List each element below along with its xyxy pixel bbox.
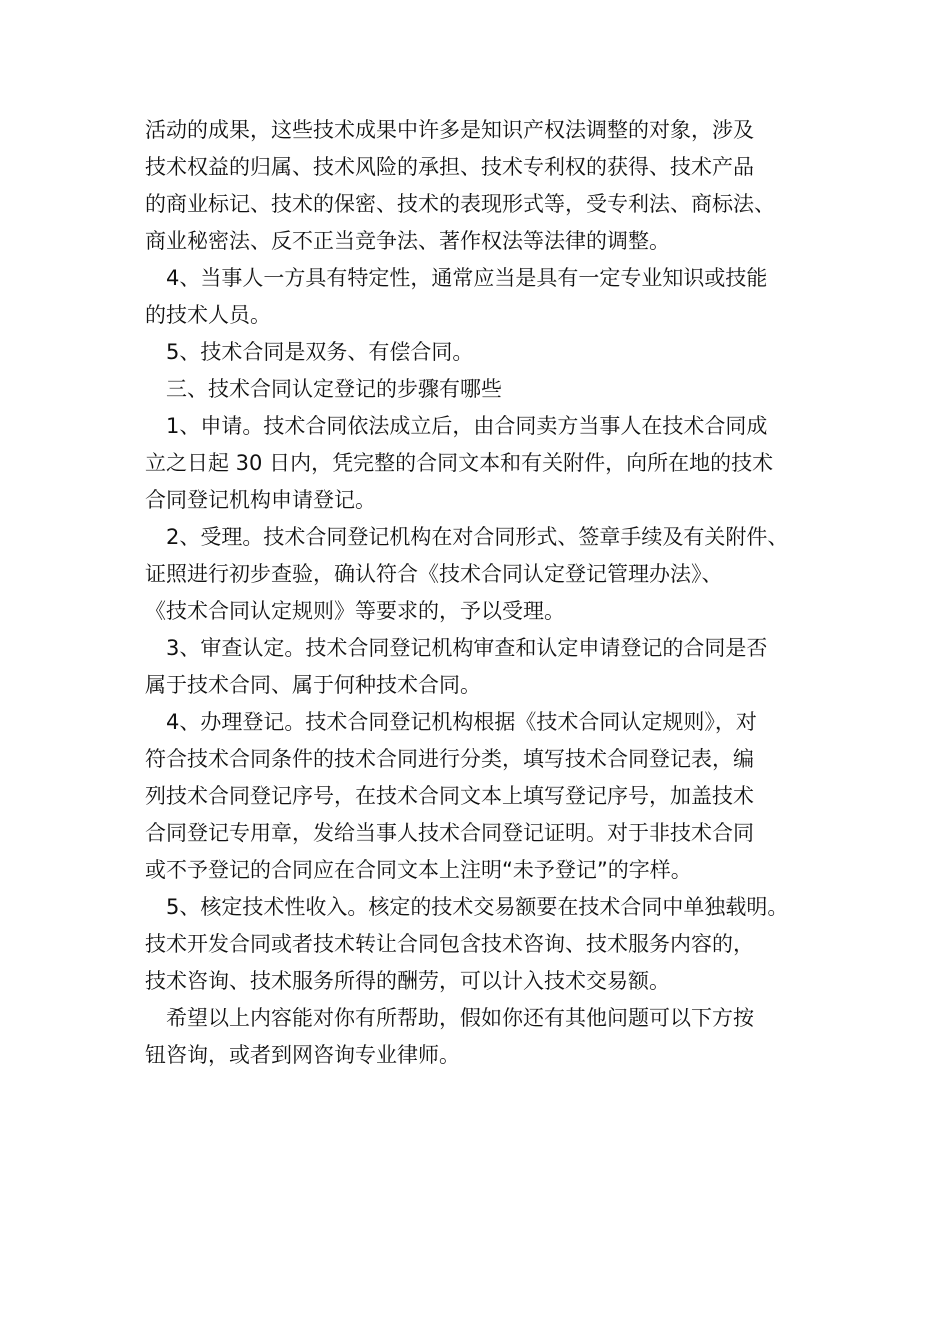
text-line: 4、当事人一方具有特定性，通常应当是具有一定专业知识或技能 bbox=[166, 266, 768, 290]
text-line: 符合技术合同条件的技术合同进行分类，填写技术合同登记表，编 bbox=[145, 747, 754, 771]
text-line: 希望以上内容能对你有所帮助，假如你还有其他问题可以下方按 bbox=[166, 1006, 754, 1030]
text-line: 合同登记机构申请登记。 bbox=[145, 488, 376, 512]
text-line: 1、申请。技术合同依法成立后，由合同卖方当事人在技术合同成 bbox=[166, 414, 768, 438]
text-line: 属于技术合同、属于何种技术合同。 bbox=[145, 673, 481, 697]
text-line: 技术咨询、技术服务所得的酬劳，可以计入技术交易额。 bbox=[145, 969, 670, 993]
text-line: 活动的成果，这些技术成果中许多是知识产权法调整的对象，涉及 bbox=[145, 118, 754, 142]
text-line: 或不予登记的合同应在合同文本上注明“未予登记”的字样。 bbox=[145, 858, 692, 882]
text-line: 列技术合同登记序号，在技术合同文本上填写登记序号，加盖技术 bbox=[145, 784, 754, 808]
text-line: 3、审查认定。技术合同登记机构审查和认定申请登记的合同是否 bbox=[166, 636, 768, 660]
text-line: 的技术人员。 bbox=[145, 303, 271, 327]
text-line: 《技术合同认定规则》等要求的，予以受理。 bbox=[145, 599, 565, 623]
text-line: 立之日起 30 日内，凭完整的合同文本和有关附件，向所在地的技术 bbox=[145, 451, 774, 475]
text-line: 合同登记专用章，发给当事人技术合同登记证明。对于非技术合同 bbox=[145, 821, 754, 845]
text-line: 5、核定技术性收入。核定的技术交易额要在技术合同中单独载明。 bbox=[166, 895, 789, 919]
text-line: 证照进行初步查验，确认符合《技术合同认定登记管理办法》、 bbox=[145, 562, 723, 586]
document-body bbox=[145, 112, 835, 1074]
text-line: 的商业标记、技术的保密、技术的表现形式等，受专利法、商标法、 bbox=[145, 192, 775, 216]
text-line: 2、受理。技术合同登记机构在对合同形式、签章手续及有关附件、 bbox=[166, 525, 789, 549]
text-line: 商业秘密法、反不正当竞争法、著作权法等法律的调整。 bbox=[145, 229, 670, 253]
text-line: 5、技术合同是双务、有偿合同。 bbox=[166, 340, 474, 364]
text-line: 钮咨询，或者到网咨询专业律师。 bbox=[145, 1043, 460, 1067]
text-line: 4、办理登记。技术合同登记机构根据《技术合同认定规则》，对 bbox=[166, 710, 757, 734]
text-line: 技术开发合同或者技术转让合同包含技术咨询、技术服务内容的， bbox=[145, 932, 754, 956]
text-line: 技术权益的归属、技术风险的承担、技术专利权的获得、技术产品 bbox=[145, 155, 754, 179]
text-line: 三、技术合同认定登记的步骤有哪些 bbox=[166, 377, 502, 401]
